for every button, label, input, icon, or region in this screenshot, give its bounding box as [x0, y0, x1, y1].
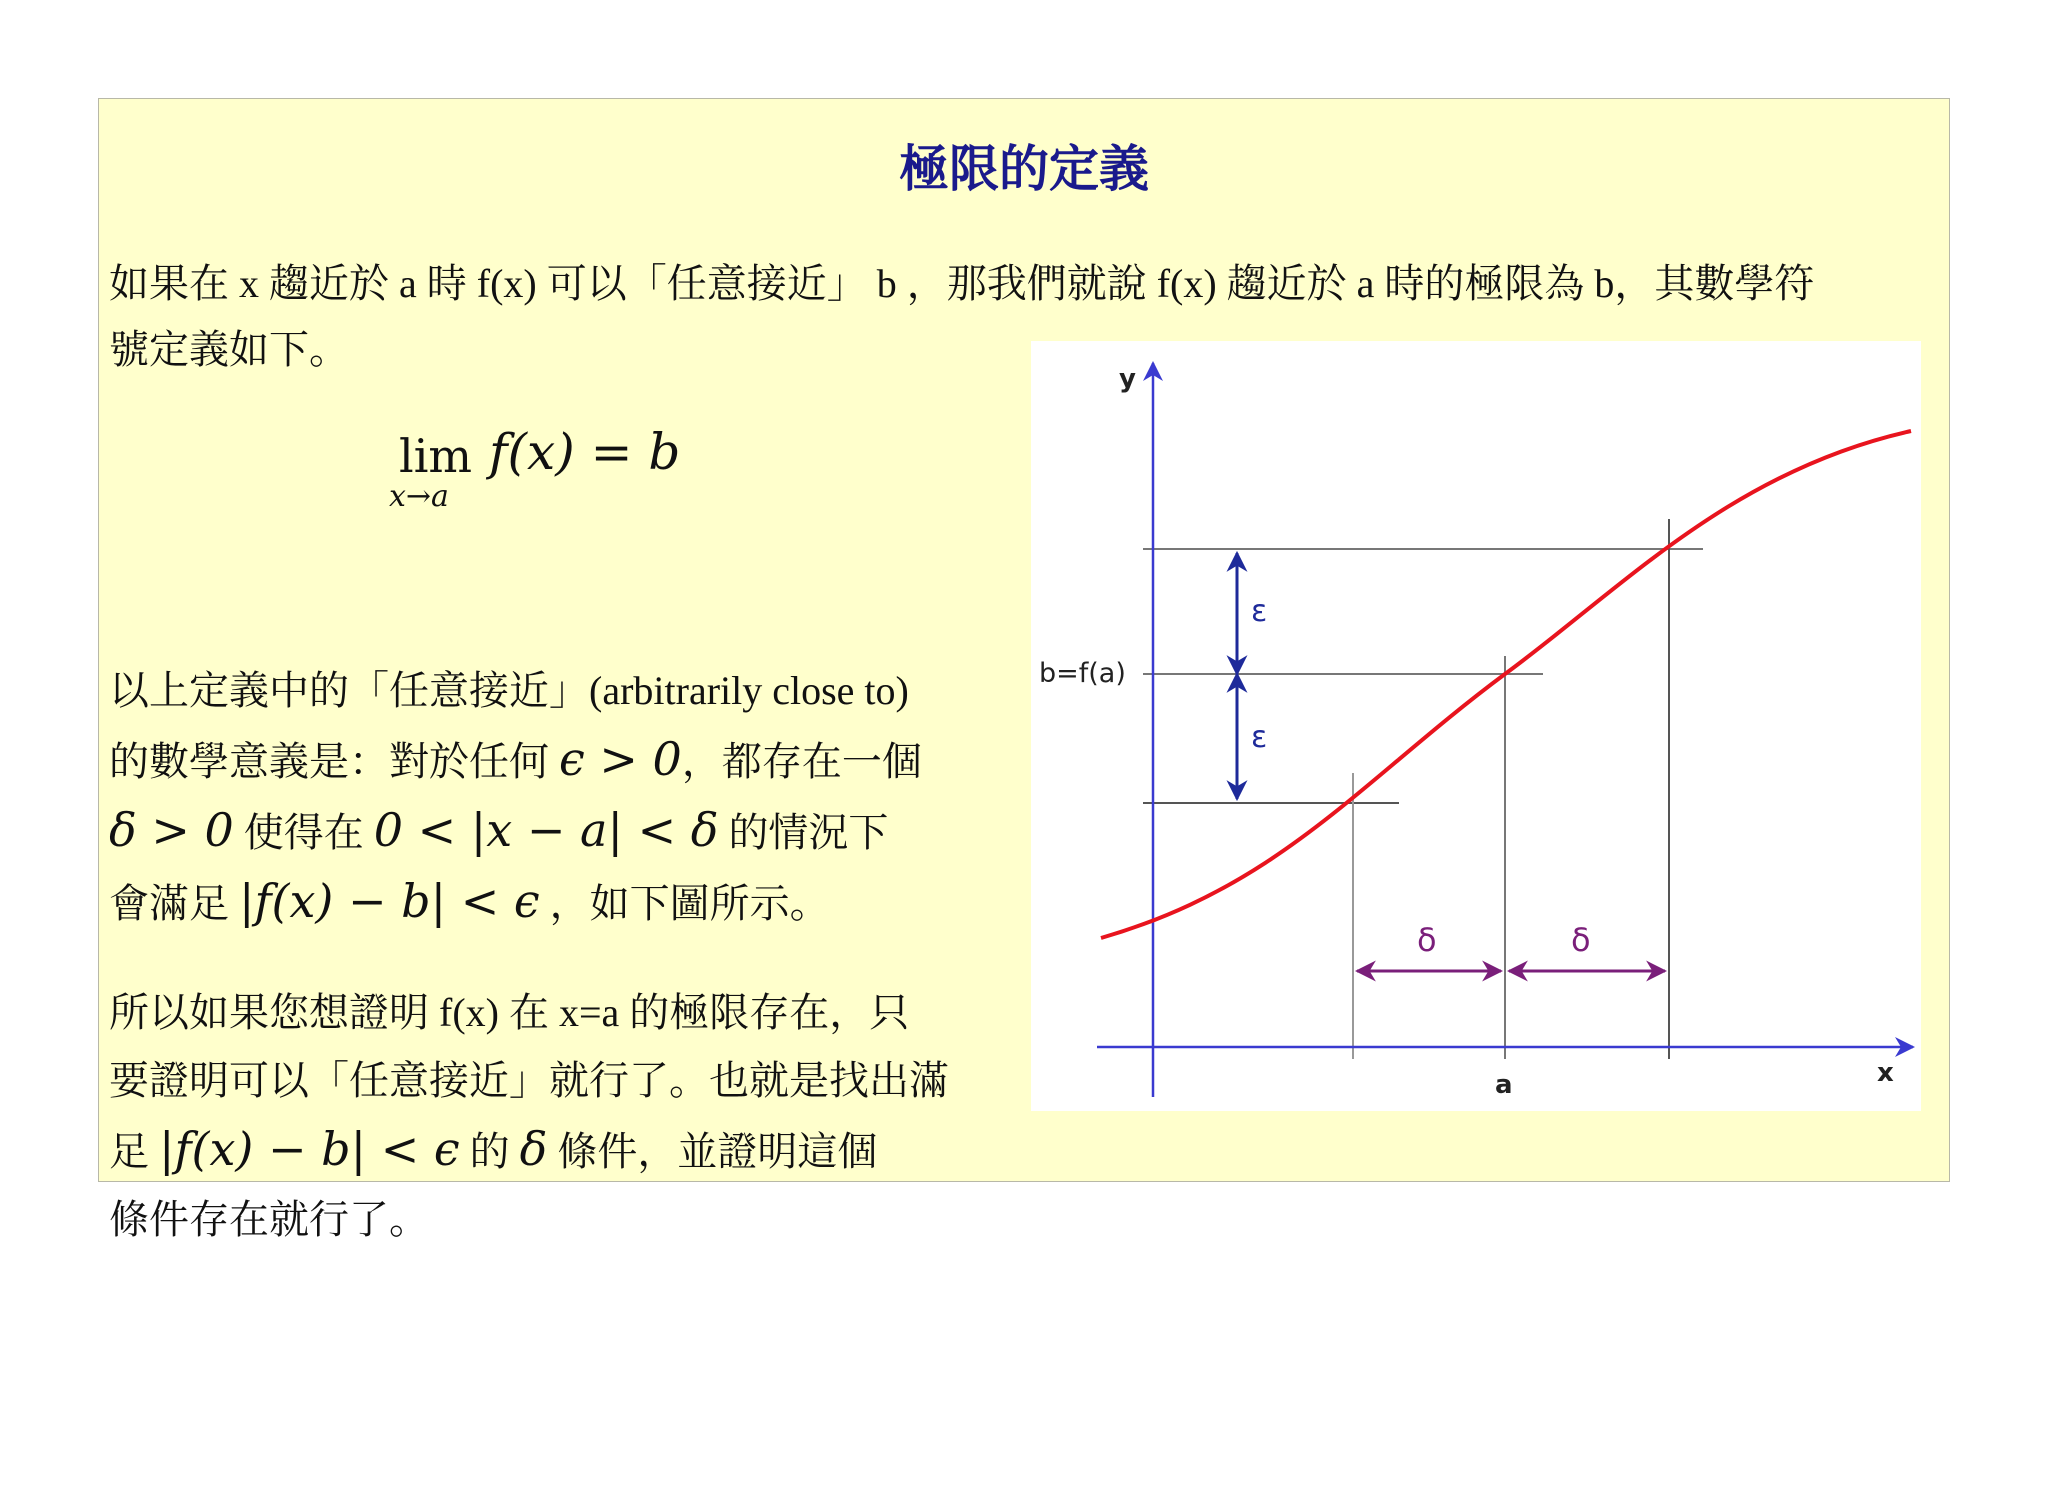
p2-text: 會滿足: [109, 881, 239, 926]
intro-line-2: 號定義如下。: [109, 327, 349, 372]
delta-math: δ: [519, 1122, 548, 1176]
p2-text: 的數學意義是：對於任何: [109, 739, 559, 784]
p2-line-4: [109, 867, 1009, 938]
p2-line-1: 以上定義中的「任意接近」(arbitrarily close to): [109, 668, 909, 713]
y-axis-label: y: [1119, 364, 1136, 394]
definition-panel: [98, 98, 1950, 1242]
p2-line-2: [109, 725, 1009, 796]
epsilon-upper-label: ε: [1251, 594, 1268, 629]
epsilon-lower-label: ε: [1251, 720, 1268, 755]
lim-expression: f(x) = b: [489, 423, 681, 481]
p3-line-2: 要證明可以「任意接近」就行了。也就是找出滿: [109, 1058, 949, 1103]
p3-text: 足: [109, 1129, 159, 1174]
p3-text: 的: [459, 1129, 520, 1174]
p3-line-4: 條件存在就行了。: [109, 1197, 429, 1242]
b-equals-fa-label: b=f(a): [1039, 658, 1126, 689]
p3-line-3: [109, 1115, 1009, 1186]
lim-operator: lim: [399, 429, 473, 483]
lim-subscript: x→a: [389, 479, 449, 514]
p3-line-1: 所以如果您想證明 f(x) 在 x=a 的極限存在，只: [109, 990, 910, 1035]
proof-paragraph: [109, 979, 1009, 1254]
delta-left-label: δ: [1417, 921, 1437, 959]
epsilon-positive-math: ϵ > 0: [559, 732, 682, 786]
p2-text: 的情況下: [718, 810, 889, 855]
p2-line-3: [109, 796, 1009, 867]
figure-svg: [1031, 341, 1921, 1111]
p2-text: 使得在: [233, 810, 374, 855]
intro-line-1: 如果在 x 趨近於 a 時 f(x) 可以「任意接近」 b ，那我們就說 f(x) 趨近於 a 時的極限為 b，其數學符: [109, 261, 1815, 306]
page-title: 極限的定義: [899, 140, 1149, 198]
x-a-condition-math: 0 < |x − a| < δ: [373, 803, 719, 857]
fx-b-condition-math: |f(x) − b| < ϵ: [159, 1122, 460, 1176]
a-label: a: [1495, 1070, 1513, 1100]
p2-text: ，如下圖所示。: [539, 881, 830, 926]
delta-positive-math: δ > 0: [109, 803, 234, 857]
epsilon-delta-paragraph: [109, 657, 1009, 938]
epsilon-delta-figure: [1031, 341, 1921, 1111]
limit-formula: [389, 423, 749, 519]
p2-text: ，都存在一個: [681, 739, 922, 784]
x-axis-label: x: [1877, 1058, 1894, 1088]
delta-right-label: δ: [1571, 921, 1591, 959]
p3-text: 條件，並證明這個: [547, 1129, 878, 1174]
fx-b-condition-math: |f(x) − b| < ϵ: [239, 874, 540, 928]
